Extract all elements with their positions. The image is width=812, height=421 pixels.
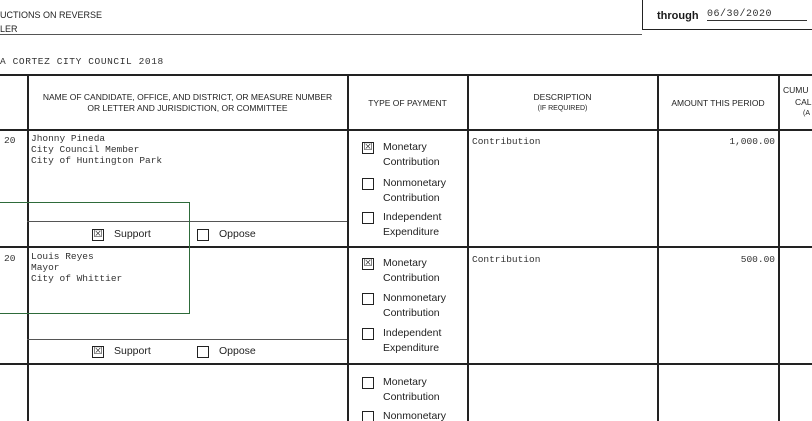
header-divider: [0, 34, 642, 35]
row1-monetary-label: Monetary Contribution: [383, 141, 440, 168]
row1-amount: 1,000.00: [729, 136, 775, 147]
row3-monetary-checkbox[interactable]: [362, 377, 374, 389]
committee-name: A CORTEZ CITY COUNCIL 2018: [0, 56, 164, 67]
col-divider-amount: [778, 74, 780, 421]
description-header-sub: (IF REQUIRED): [537, 105, 588, 112]
col-divider-name: [347, 74, 349, 421]
row1-oppose-checkbox[interactable]: [197, 229, 209, 241]
row3-monetary-label: Monetary Contribution: [383, 376, 440, 403]
row1-independent-checkbox[interactable]: [362, 212, 374, 224]
col-divider-description: [657, 74, 659, 421]
col-divider-date: [27, 74, 29, 421]
description-column-header: [469, 82, 656, 124]
row2-oppose-label: Oppose: [219, 345, 256, 357]
row1-bottom-border: [0, 246, 812, 248]
through-date-field[interactable]: 06/30/2020: [707, 9, 807, 21]
row2-monetary-label: Monetary Contribution: [383, 257, 440, 284]
cumulative-header-line1: CUMU: [783, 85, 809, 95]
row2-independent-label: Independent Expenditure: [383, 327, 442, 354]
row1-support-divider: [27, 221, 347, 222]
row1-independent-label: Independent Expenditure: [383, 211, 442, 238]
row1-candidate: Jhonny Pineda City Council Member City of Huntington Park: [31, 133, 163, 166]
row2-nonmonetary-label: Nonmonetary Contribution: [383, 292, 447, 319]
filer-label: LER: [0, 24, 18, 34]
row2-candidate: Louis Reyes Mayor City of Whittier: [31, 251, 123, 284]
cumulative-column-header: [783, 84, 812, 120]
row3-nonmonetary-label: Nonmonetary: [383, 410, 447, 421]
table-top-border: [0, 74, 812, 76]
through-label: through: [657, 10, 699, 22]
row1-monetary-checkbox[interactable]: ☒: [363, 142, 373, 153]
cumulative-header-line2: CAL: [795, 97, 812, 107]
row1-oppose-label: Oppose: [219, 228, 256, 240]
row3-nonmonetary-checkbox[interactable]: [362, 411, 374, 421]
cumulative-header-line3: (A: [803, 110, 810, 117]
row1-nonmonetary-label: Nonmonetary Contribution: [383, 177, 447, 204]
row2-nonmonetary-checkbox[interactable]: [362, 293, 374, 305]
instructions-note: UCTIONS ON REVERSE: [0, 10, 103, 20]
col-divider-payment: [467, 74, 469, 421]
header-bottom-border: [0, 129, 812, 131]
amount-column-header: AMOUNT THIS PERIOD: [671, 97, 765, 108]
row2-support-label: Support: [114, 345, 151, 357]
name-column-header: NAME OF CANDIDATE, OFFICE, AND DISTRICT, OR MEASURE NUMBER OR LETTER AND JURISDICTION, OR COMMITTEE: [42, 92, 333, 113]
row2-bottom-border: [0, 363, 812, 365]
row2-monetary-checkbox[interactable]: ☒: [363, 258, 373, 269]
row2-oppose-checkbox[interactable]: [197, 346, 209, 358]
payment-column-header: TYPE OF PAYMENT: [368, 97, 447, 108]
row1-description: Contribution: [472, 136, 541, 147]
row1-support-checkbox[interactable]: ☒: [93, 229, 103, 240]
description-header-title: DESCRIPTION: [533, 92, 592, 102]
row2-amount: 500.00: [740, 254, 775, 265]
row2-support-checkbox[interactable]: ☒: [93, 346, 103, 357]
row2-description: Contribution: [472, 254, 541, 265]
row1-date: 20: [4, 135, 16, 146]
row2-date: 20: [4, 253, 16, 264]
row2-support-divider: [27, 339, 347, 340]
row1-nonmonetary-checkbox[interactable]: [362, 178, 374, 190]
row2-independent-checkbox[interactable]: [362, 328, 374, 340]
row1-support-label: Support: [114, 228, 151, 240]
